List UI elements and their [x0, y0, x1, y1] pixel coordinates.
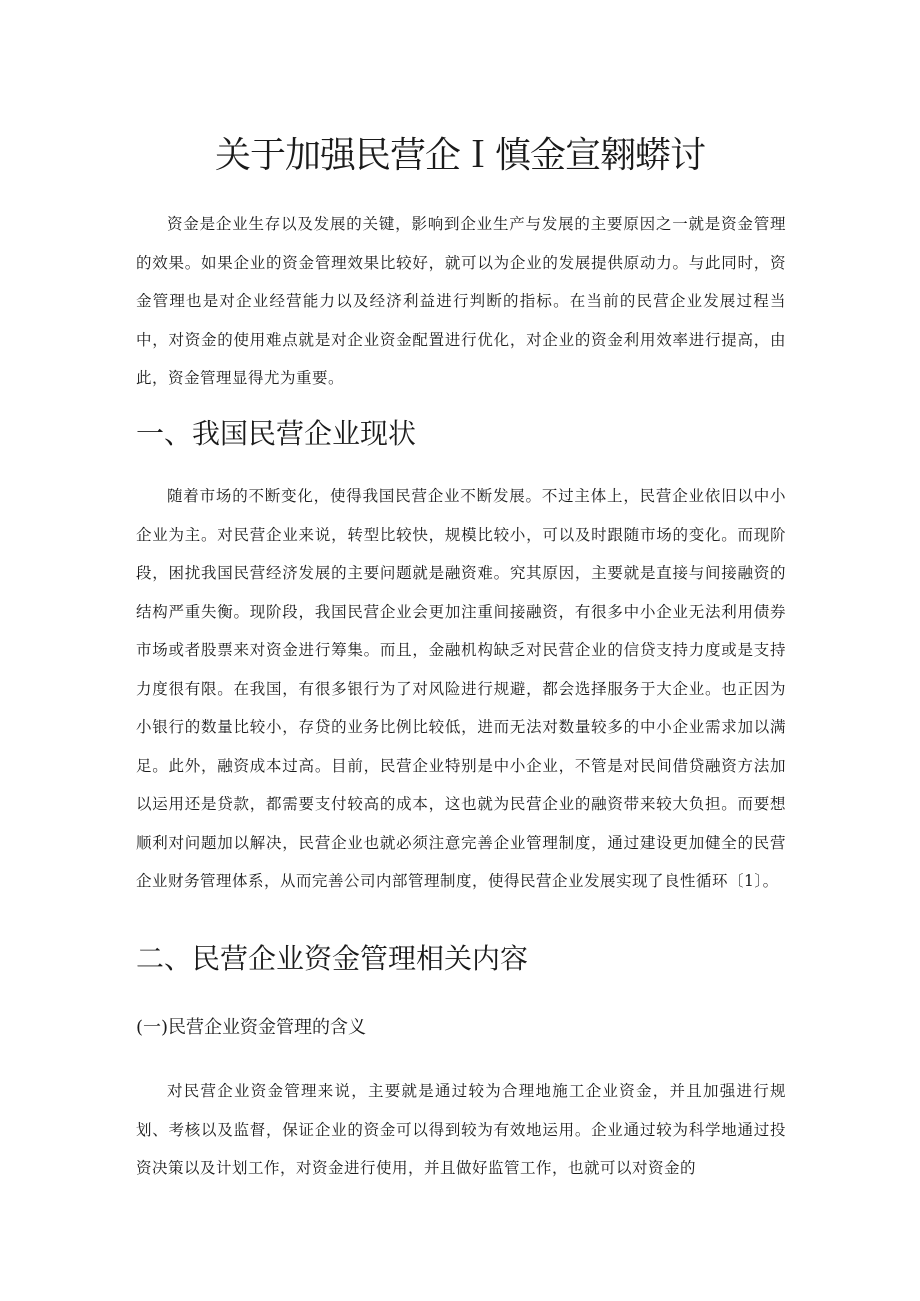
section-heading-fund-management: 二、民营企业资金管理相关内容: [136, 942, 529, 975]
document-title: 关于加强民营企Ｉ慎金宣翱蟒讨: [214, 135, 705, 176]
intro-paragraph: 资金是企业生存以及发展的关键，影响到企业生产与发展的主要原因之一就是资金管理的效果。如果企业的资金管理效果比较好，就可以为企业的发展提供原动力。与此同时，资金管理也是对企业经营能力以及经济利益进行判断的指标。在当前的民营企业发展过程当中，对资金的使用难点就是对企业资金配置进行优化，对企业的资金利用效率进行提高，由此，资金管理显得尤为重要。: [136, 215, 786, 387]
section-heading-status: 一、我国民营企业现状: [136, 417, 417, 450]
subsection-definition-paragraph: 对民营企业资金管理来说，主要就是通过较为合理地施工企业资金，并且加强进行规划、考核以及监督，保证企业的资金可以得到较为有效地运用。企业通过较为科学地通过投资决策以及计划工作，对资金进行使用，并且做好监管工作，也就可以对资金的: [136, 1082, 786, 1177]
section-status-paragraph: 随着市场的不断变化，使得我国民营企业不断发展。不过主体上，民营企业依旧以中小企业为主。对民营企业来说，转型比较快，规模比较小，可以及时跟随市场的变化。而现阶段，困扰我国民营经济发展的主要问题就是融资难。究其原因，主要就是直接与间接融资的结构严重失衡。现阶段，我国民营企业会更加注重间接融资，有很多中小企业无法利用债券市场或者股票来对资金进行筹集。而且，金融机构缺乏对民营企业的信贷支持力度或是支持力度很有限。在我国，有很多银行为了对风险进行规避，都会选择服务于大企业。也正因为小银行的数量比较小，存贷的业务比例比较低，进而无法对数量较多的中小企业需求加以满足。此外，融资成本过高。目前，民营企业特别是中小企业，不管是对民间借贷融资方法加以运用还是贷款，都需要支付较高的成本，这也就为民营企业的融资带来较大负担。而要想顺利对问题加以解决，民营企业也就必须注意完善企业管理制度，通过建设更加健全的民营企业财务管理体系，从而完善公司内部管理制度，使得民营企业发展实现了良性循环〔1〕。: [136, 487, 786, 890]
subsection-heading-definition: (一)民营企业资金管理的含义: [136, 1017, 367, 1038]
